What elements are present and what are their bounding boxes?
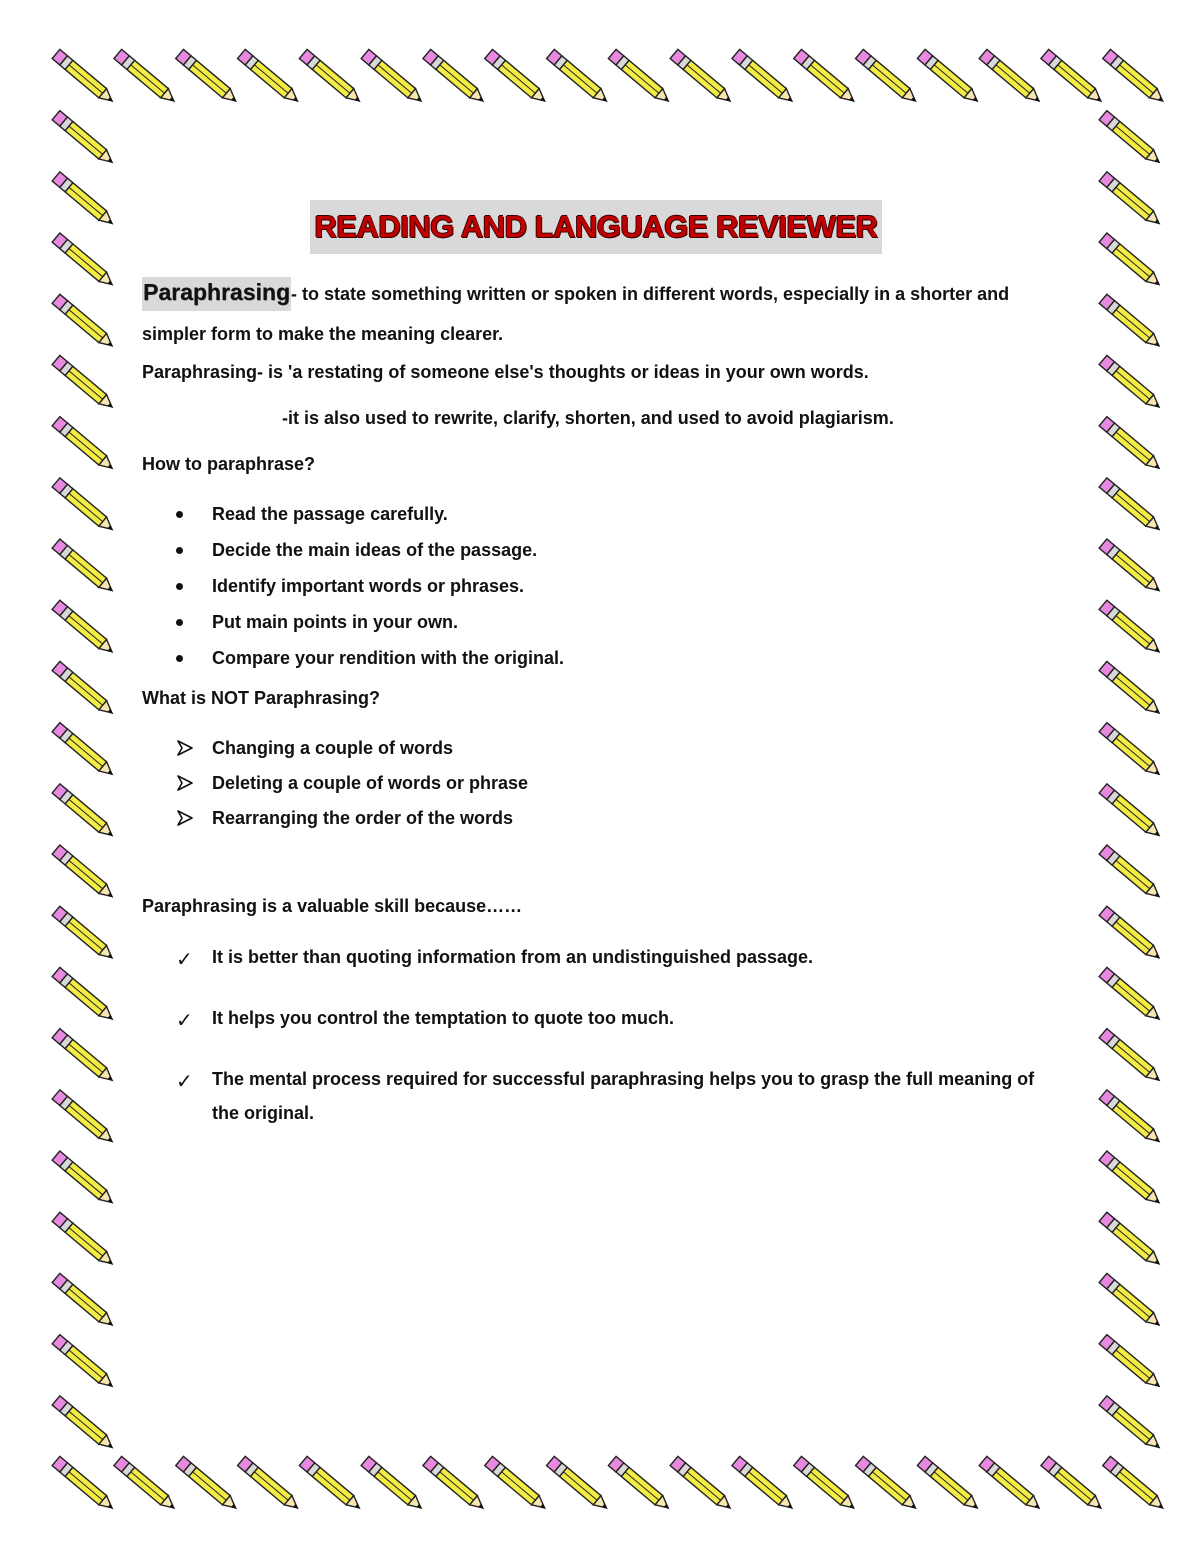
pencil-icon	[423, 1456, 488, 1513]
checkmark-icon: ✓	[176, 1010, 193, 1032]
pencil-icon	[1099, 1396, 1164, 1453]
pencil-icon	[670, 49, 735, 106]
checkmark-icon: ✓	[176, 1071, 193, 1093]
pencil-icon	[52, 355, 117, 412]
pencil-icon	[1041, 1456, 1106, 1513]
pencil-icon	[423, 49, 488, 106]
bullet-dot-icon	[176, 511, 183, 518]
pencil-icon	[1099, 1151, 1164, 1208]
pencil-icon	[1099, 906, 1164, 963]
pencil-icon	[52, 172, 117, 229]
pencil-icon	[52, 784, 117, 841]
pencil-icon	[238, 49, 303, 106]
pencil-icon	[52, 49, 117, 106]
valuable-skill-heading: Paraphrasing is a valuable skill because……	[142, 896, 523, 916]
list-item: ✓ It is better than quoting information from an undistinguished passage.	[142, 940, 1042, 974]
definition-text: - to state something written or spoken in different words, especially in a shorter and simpler form to make the meaning clearer.	[142, 284, 1010, 344]
paraphrasing-definition	[142, 272, 1042, 354]
not-paraphrasing-heading: What is NOT Paraphrasing?	[142, 688, 381, 708]
list-item: ✓ It helps you control the temptation to quote too much.	[142, 1001, 1042, 1035]
pencil-icon	[608, 1456, 673, 1513]
arrow-bullet-icon	[177, 775, 193, 791]
pencil-icon	[52, 233, 117, 290]
arrow-bullet-icon	[177, 810, 193, 826]
pencil-icon	[52, 661, 117, 718]
list-item: Put main points in your own.	[142, 604, 1042, 640]
pencil-icon	[1099, 172, 1164, 229]
valuable-skill-list	[142, 940, 1042, 1130]
pencil-icon	[979, 1456, 1044, 1513]
bullet-dot-icon	[176, 583, 183, 590]
pencil-icon	[52, 845, 117, 902]
arrow-bullet-icon	[177, 740, 193, 756]
page-title: READING AND LANGUAGE REVIEWER	[310, 200, 881, 254]
pencil-icon	[1099, 539, 1164, 596]
list-item: Changing a couple of words	[142, 733, 1042, 768]
pencil-icon	[52, 1335, 117, 1392]
pencil-icon	[1099, 600, 1164, 657]
pencil-icon	[176, 49, 241, 106]
pencil-icon	[52, 1029, 117, 1086]
pencil-icon	[485, 49, 550, 106]
list-item: Identify important words or phrases.	[142, 568, 1042, 604]
pencil-icon	[485, 1456, 550, 1513]
pencil-icon	[608, 49, 673, 106]
checkmark-icon: ✓	[176, 949, 193, 971]
pencil-icon	[361, 49, 426, 106]
pencil-icon	[856, 1456, 921, 1513]
pencil-icon	[917, 49, 982, 106]
pencil-icon	[52, 1212, 117, 1269]
pencil-icon	[299, 1456, 364, 1513]
pencil-icon	[1099, 845, 1164, 902]
bullet-dot-icon	[176, 619, 183, 626]
pencil-icon	[238, 1456, 303, 1513]
pencil-icon	[1103, 49, 1168, 106]
pencil-icon	[1099, 417, 1164, 474]
pencil-icon	[670, 1456, 735, 1513]
pencil-icon	[52, 539, 117, 596]
pencil-icon	[176, 1456, 241, 1513]
pencil-icon	[1099, 967, 1164, 1024]
pencil-icon	[52, 1456, 117, 1513]
pencil-icon	[1041, 49, 1106, 106]
document-body	[142, 200, 1042, 1157]
pencil-icon	[547, 49, 612, 106]
bullet-dot-icon	[176, 655, 183, 662]
pencil-icon	[1099, 233, 1164, 290]
how-to-list	[142, 496, 1042, 676]
pencil-icon	[1099, 661, 1164, 718]
pencil-icon	[1099, 1090, 1164, 1147]
pencil-icon	[1099, 784, 1164, 841]
pencil-icon	[52, 1090, 117, 1147]
pencil-icon	[1099, 723, 1164, 780]
list-item: Rearranging the order of the words	[142, 803, 1042, 838]
pencil-icon	[856, 49, 921, 106]
pencil-icon	[52, 1151, 117, 1208]
definition-uses: -it is also used to rewrite, clarify, shorten, and used to avoid plagiarism.	[282, 408, 894, 428]
pencil-icon	[547, 1456, 612, 1513]
pencil-icon	[1099, 1335, 1164, 1392]
pencil-icon	[52, 417, 117, 474]
pencil-icon	[1103, 1456, 1168, 1513]
not-paraphrasing-list	[142, 733, 1042, 838]
bullet-dot-icon	[176, 547, 183, 554]
pencil-icon	[114, 1456, 179, 1513]
pencil-icon	[1099, 1273, 1164, 1330]
pencil-icon	[917, 1456, 982, 1513]
pencil-icon	[52, 600, 117, 657]
pencil-icon	[794, 1456, 859, 1513]
pencil-icon	[52, 967, 117, 1024]
pencil-icon	[732, 1456, 797, 1513]
pencil-icon	[1099, 1212, 1164, 1269]
pencil-icon	[52, 1396, 117, 1453]
pencil-icon	[794, 49, 859, 106]
term-highlight: Paraphrasing	[142, 277, 291, 311]
definition-restating: Paraphrasing- is 'a restating of someone else's thoughts or ideas in your own words.	[142, 362, 869, 382]
list-item: Deleting a couple of words or phrase	[142, 768, 1042, 803]
pencil-icon	[52, 1273, 117, 1330]
pencil-icon	[299, 49, 364, 106]
pencil-icon	[52, 478, 117, 535]
pencil-icon	[52, 723, 117, 780]
how-to-heading: How to paraphrase?	[142, 454, 316, 474]
pencil-icon	[1099, 1029, 1164, 1086]
pencil-icon	[52, 294, 117, 351]
list-item: Read the passage carefully.	[142, 496, 1042, 532]
list-item: ✓ The mental process required for successful paraphrasing helps you to grasp the full meaning of the original.	[142, 1062, 1042, 1130]
pencil-icon	[361, 1456, 426, 1513]
list-item: Decide the main ideas of the passage.	[142, 532, 1042, 568]
pencil-icon	[1099, 478, 1164, 535]
pencil-icon	[1099, 111, 1164, 168]
pencil-icon	[1099, 355, 1164, 412]
pencil-icon	[732, 49, 797, 106]
pencil-icon	[52, 111, 117, 168]
pencil-icon	[114, 49, 179, 106]
list-item: Compare your rendition with the original.	[142, 640, 1042, 676]
pencil-icon	[979, 49, 1044, 106]
pencil-icon	[1099, 294, 1164, 351]
pencil-icon	[52, 906, 117, 963]
